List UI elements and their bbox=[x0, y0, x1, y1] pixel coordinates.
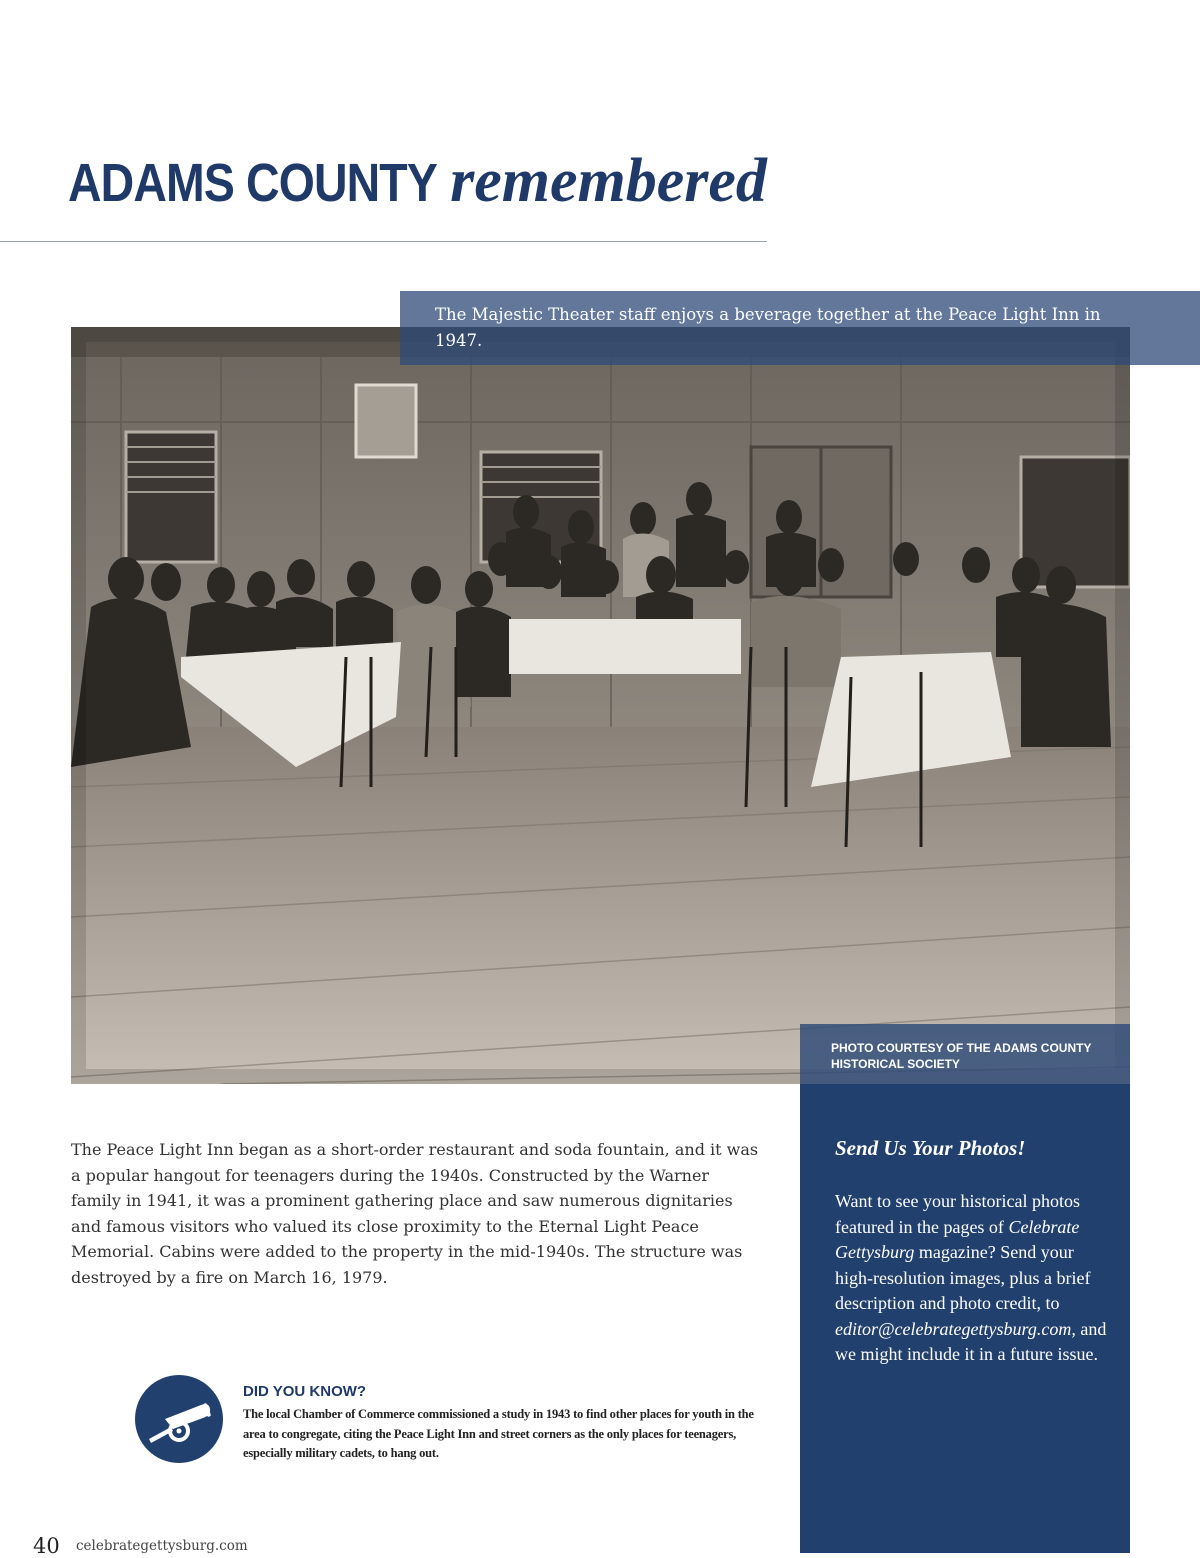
website-url[interactable]: celebrategettysburg.com bbox=[76, 1538, 248, 1554]
cannon-icon bbox=[135, 1375, 223, 1463]
photo-credit: PHOTO COURTESY OF THE ADAMS COUNTY HISTORICAL SOCIETY bbox=[831, 1041, 1092, 1071]
sidebar-heading: Send Us Your Photos! bbox=[835, 1136, 1026, 1160]
article-body: The Peace Light Inn began as a short-order restaurant and soda fountain, and it was a popular hangout for teenagers during the 1940s. Constructed by the Warner family in 1941, it was a prominent gathering place and saw numerous dignitaries and famous visitors who valued its close proximity to the Eternal Light Peace Memorial. Cabins were added to the property in the mid-1940s. The structure was destroyed by a fire on March 16, 1979. bbox=[71, 1140, 759, 1287]
page-title bbox=[68, 147, 767, 215]
title-divider bbox=[0, 241, 767, 242]
sidebar-body-part3: and we might include it in a future issue. bbox=[835, 1318, 1107, 1364]
editor-email-link[interactable]: editor@celebrategettysburg.com, bbox=[835, 1318, 1076, 1339]
did-you-know-body: The local Chamber of Commerce commissioned a study in 1943 to find other places for youth in the area to congregate, citing the Peace Light Inn and street corners as the only places for teenagers, especially military cadets, to hang out. bbox=[243, 1407, 754, 1460]
photo-caption: The Majestic Theater staff enjoys a beverage together at the Peace Light Inn in 1947. bbox=[435, 305, 1101, 350]
sidebar-body-part1: Want to see your historical photos featured in the pages of bbox=[835, 1191, 1081, 1237]
page-number: 40 bbox=[33, 1534, 60, 1558]
sidebar-body bbox=[835, 1189, 1115, 1368]
sidebar-body-part2: magazine? Send your high-resolution images, plus a brief description and photo credit, to bbox=[835, 1242, 1091, 1313]
did-you-know-heading: DID YOU KNOW? bbox=[243, 1383, 367, 1400]
title-italic: remembered bbox=[450, 147, 767, 215]
title-bold: ADAMS COUNTY bbox=[68, 153, 437, 213]
magazine-name: Celebrate Gettysburg bbox=[835, 1216, 1080, 1262]
historical-photo bbox=[71, 327, 1130, 1084]
